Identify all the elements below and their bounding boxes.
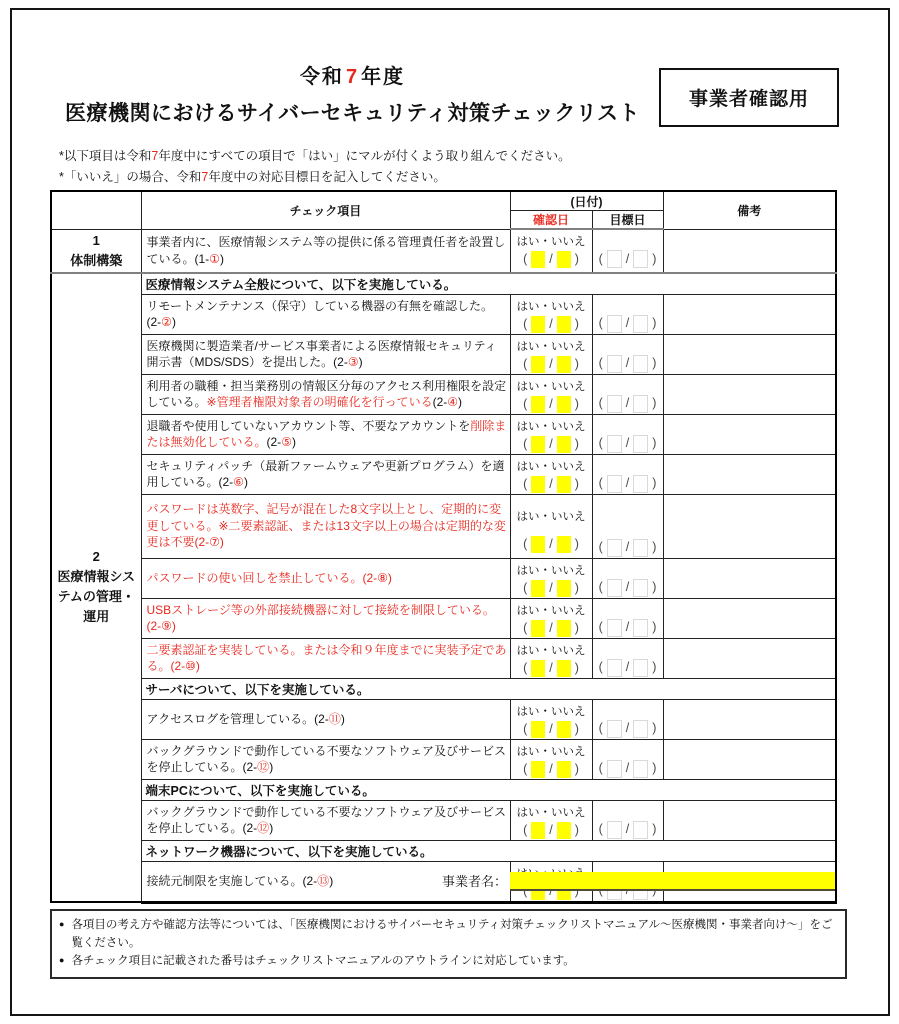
note-line-1: *以下項目は令和7年度中にすべての項目で「はい」にマルが付くよう取り組んでください。 [59,149,571,163]
slash: / [625,251,630,266]
target-day-field[interactable] [633,720,648,738]
yes-no-options[interactable]: はい・いいえ [516,420,586,433]
paren-open: ( [523,396,528,411]
confirm-day-field[interactable] [557,316,571,333]
yes-no-options[interactable]: はい・いいえ [516,510,586,523]
slash: / [625,822,630,837]
page-title: 医療機関におけるサイバーセキュリティ対策チェックリスト [64,102,641,125]
target-month-field[interactable] [607,395,622,413]
paren-close: ) [574,436,579,451]
remarks-cell[interactable] [663,414,836,454]
paren-open: ( [523,620,528,635]
target-month-field[interactable] [607,539,622,557]
footnote-box [50,909,847,979]
paren-close: ) [574,580,579,595]
remarks-header: 備考 [663,191,836,229]
confirm-month-field[interactable] [531,580,545,597]
slash: / [549,721,553,736]
yes-no-options[interactable]: はい・いいえ [516,236,586,248]
target-month-field[interactable] [607,475,622,493]
target-date-header: 目標日 [592,211,663,230]
yes-no-options[interactable]: はい・いいえ [516,604,586,617]
remarks-cell[interactable] [663,739,836,779]
check-item-text: 事業者内に、医療情報システム等の提供に係る管理責任者を設置している。(1-①) [141,229,510,273]
confirm-month-field[interactable] [531,721,545,738]
slash: / [625,620,630,635]
slash: / [549,580,553,595]
target-day-field[interactable] [633,315,648,333]
paren-open: ( [598,356,603,371]
target-date-cell[interactable] [592,414,663,454]
slash: / [625,660,630,675]
slash: / [625,580,630,595]
paren-close: ) [574,721,579,736]
confirm-day-field[interactable] [557,356,571,373]
check-item-text: 利用者の職種・担当業務別の情報区分毎のアクセス利用権限を設定している。※管理者権限対象者の明確化を行っている(2-④) [141,374,510,414]
target-date-cell[interactable] [592,638,663,678]
target-date-cell[interactable] [592,739,663,779]
paren-open: ( [523,822,528,837]
target-day-field[interactable] [633,539,648,557]
target-date-cell[interactable] [592,454,663,494]
target-day-field[interactable] [633,821,648,839]
paren-close: ) [652,660,657,675]
target-day-field[interactable] [633,355,648,373]
slash: / [549,316,553,331]
slash: / [625,476,630,491]
slash: / [625,761,630,776]
check-item-text: 二要素認証を実装している。または令和９年度までに実装予定である。(2-⑩) [141,638,510,678]
yes-no-options[interactable]: はい・いいえ [516,380,586,393]
target-date-cell[interactable] [592,294,663,334]
confirm-date-cell[interactable] [510,638,592,678]
target-date-cell[interactable] [592,699,663,739]
remarks-cell[interactable] [663,334,836,374]
yes-no-options[interactable]: はい・いいえ [516,705,586,718]
remarks-cell[interactable] [663,494,836,558]
confirm-day-field[interactable] [557,580,571,597]
confirm-day-field[interactable] [557,476,571,493]
target-day-field[interactable] [633,250,648,268]
title-block [45,60,660,127]
section-header: ネットワーク機器について、以下を実施している。 [141,840,836,861]
target-day-field[interactable] [633,475,648,493]
slash: / [549,660,553,675]
check-item-text: バックグラウンドで動作している不要なソフトウェア及びサービスを停止している。(2-⑫) [141,800,510,840]
confirm-date-cell[interactable] [510,454,592,494]
paren-close: ) [574,761,579,776]
group-2-label: 2 医療情報システムの管理・運用 [51,273,141,903]
paren-open: ( [598,540,603,555]
paren-open: ( [598,761,603,776]
target-month-field[interactable] [607,579,622,597]
yes-no-options[interactable]: はい・いいえ [516,644,586,657]
paren-open: ( [523,252,528,267]
paren-open: ( [523,580,528,595]
remarks-cell[interactable] [663,294,836,334]
paren-open: ( [598,620,603,635]
target-day-field[interactable] [633,435,648,453]
paren-close: ) [652,356,657,371]
paren-close: ) [574,476,579,491]
yes-no-options[interactable]: はい・いいえ [516,300,586,313]
remarks-cell[interactable] [663,229,836,273]
check-item-text: リモートメンテナンス（保守）している機器の有無を確認した。(2-②) [141,294,510,334]
yes-no-options[interactable]: はい・いいえ [516,460,586,473]
check-item-text: バックグラウンドで動作している不要なソフトウェア及びサービスを停止している。(2-⑫) [141,739,510,779]
target-day-field[interactable] [633,395,648,413]
slash: / [549,761,553,776]
confirm-month-field[interactable] [531,660,545,677]
checklist-table [50,190,837,904]
confirm-date-cell[interactable] [510,494,592,558]
paren-close: ) [652,822,657,837]
paren-close: ) [652,396,657,411]
confirm-month-field[interactable] [531,822,545,839]
paren-open: ( [523,436,528,451]
section-header: サーバについて、以下を実施している。 [141,678,836,699]
confirm-day-field[interactable] [557,620,571,637]
confirm-day-field[interactable] [557,396,571,413]
confirm-date-cell[interactable] [510,558,592,598]
confirm-date-cell[interactable] [510,294,592,334]
paren-close: ) [652,580,657,595]
confirm-date-header: 確認日 [510,211,592,230]
check-item-text: セキュリティパッチ（最新ファームウェアや更新プログラム）を適用している。(2-⑥) [141,454,510,494]
category-header-cell [51,191,141,229]
slash: / [549,822,553,837]
confirm-month-field[interactable] [531,436,545,453]
slash: / [625,356,630,371]
target-day-field[interactable] [633,579,648,597]
paren-close: ) [652,316,657,331]
slash: / [549,536,553,551]
paren-close: ) [574,316,579,331]
target-month-field[interactable] [607,250,622,268]
date-header: (日付) [510,191,663,211]
paren-open: ( [523,721,528,736]
confirmation-use-box: 事業者確認用 [659,68,839,127]
paren-close: ) [652,620,657,635]
note-line-2: *「いいえ」の場合、令和7年度中の対応目標日を記入してください。 [59,170,446,184]
paren-open: ( [523,316,528,331]
checklist-table-wrap [50,190,837,904]
paren-open: ( [598,396,603,411]
confirm-date-cell[interactable] [510,229,592,273]
paren-close: ) [652,436,657,451]
paren-open: ( [523,536,528,551]
paren-close: ) [574,660,579,675]
confirm-day-field[interactable] [557,761,571,778]
paren-close: ) [652,540,657,555]
paren-close: ) [574,822,579,837]
remarks-cell[interactable] [663,800,836,840]
paren-close: ) [652,251,657,266]
bullet-icon: ● [59,955,65,965]
check-item-text: 接続元制限を実施している。(2-⑬) [141,861,510,902]
slash: / [549,620,553,635]
slash: / [549,436,553,451]
confirm-month-field[interactable] [531,396,545,413]
title-year: 令和 7 年度 [299,66,406,88]
paren-open: ( [598,436,603,451]
target-date-cell[interactable] [592,598,663,638]
confirm-month-field[interactable] [531,761,545,778]
paren-open: ( [523,660,528,675]
remarks-cell[interactable] [663,374,836,414]
confirm-date-cell[interactable] [510,800,592,840]
paren-open: ( [598,721,603,736]
yes-no-options[interactable]: はい・いいえ [516,745,586,758]
target-date-cell[interactable] [592,374,663,414]
slash: / [549,252,553,267]
confirm-date-cell[interactable] [510,414,592,454]
check-item-text: パスワードの使い回しを禁止している。(2-⑧) [141,558,510,598]
confirm-day-field[interactable] [557,660,571,677]
remarks-cell[interactable] [663,454,836,494]
paren-open: ( [598,660,603,675]
remarks-cell[interactable] [663,598,836,638]
confirm-date-cell[interactable] [510,699,592,739]
business-name-field[interactable] [510,872,835,891]
target-day-field[interactable] [633,760,648,778]
check-item-text: パスワードは英数字、記号が混在した8文字以上とし、定期的に変更している。※二要素認証、または13文字以上の場合は定期的な変更は不要(2-⑦) [141,494,510,558]
paren-close: ) [652,476,657,491]
yes-no-options[interactable]: はい・いいえ [516,806,586,819]
footnote-line-2: ● 各チェック項目に記載された番号はチェックリストマニュアルのアウトラインに対応しています。 [59,952,838,970]
confirm-month-field[interactable] [531,356,545,373]
confirm-date-cell[interactable] [510,334,592,374]
confirm-month-field[interactable] [531,316,545,333]
paren-open: ( [598,580,603,595]
yes-no-options[interactable]: はい・いいえ [516,340,586,353]
check-item-text: 医療機関に製造業者/サービス事業者による医療情報セキュリティ開示書（MDS/SDS）を提出した。(2-③) [141,334,510,374]
paren-open: ( [523,476,528,491]
target-month-field[interactable] [607,720,622,738]
confirm-month-field[interactable] [531,476,545,493]
confirm-day-field[interactable] [557,822,571,839]
group-1-label: 1 体制構築 [51,229,141,273]
target-month-field[interactable] [607,821,622,839]
paren-open: ( [598,476,603,491]
check-item-text: アクセスログを管理している。(2-⑪) [141,699,510,739]
check-item-text: 退職者や使用していないアカウント等、不要なアカウントを削除または無効化している。(2-⑤) [141,414,510,454]
section-header: 医療情報システム全般について、以下を実施している。 [141,273,836,295]
paren-open: ( [523,761,528,776]
target-day-field[interactable] [633,659,648,677]
title-year-number: 7 [345,66,360,88]
paren-close: ) [574,356,579,371]
paren-close: ) [574,396,579,411]
confirm-date-cell[interactable] [510,374,592,414]
confirm-day-field[interactable] [557,436,571,453]
remarks-cell[interactable] [663,638,836,678]
remarks-cell[interactable] [663,699,836,739]
paren-close: ) [574,620,579,635]
target-month-field[interactable] [607,760,622,778]
paren-open: ( [598,316,603,331]
confirm-month-field[interactable] [531,620,545,637]
business-name-label: 事業者名： [441,874,507,889]
confirm-day-field[interactable] [557,251,571,268]
target-month-field[interactable] [607,659,622,677]
target-day-field[interactable] [633,619,648,637]
target-date-cell[interactable] [592,494,663,558]
paren-close: ) [652,761,657,776]
slash: / [549,396,553,411]
paren-open: ( [598,822,603,837]
slash: / [625,540,630,555]
remarks-cell[interactable] [663,558,836,598]
section-header: 端末PCについて、以下を実施している。 [141,779,836,800]
paren-close: ) [652,721,657,736]
slash: / [549,356,553,371]
paren-close: ) [574,252,579,267]
confirm-day-field[interactable] [557,721,571,738]
footnote-line-1: ● 各項目の考え方や確認方法等については、「医療機関におけるサイバーセキュリティ対策チェックリストマニュアル～医療機関・事業者向け～」をご覧ください。 [59,916,838,952]
slash: / [625,316,630,331]
slash: / [625,436,630,451]
business-name-row [50,871,835,891]
target-month-field[interactable] [607,435,622,453]
slash: / [549,476,553,491]
check-item-text: USBストレージ等の外部接続機器に対して接続を制限している。 (2-⑨) [141,598,510,638]
target-date-cell[interactable] [592,800,663,840]
confirm-month-field[interactable] [531,251,545,268]
check-item-header: チェック項目 [141,191,510,229]
yes-no-options[interactable]: はい・いいえ [516,564,586,577]
confirm-month-field[interactable] [531,536,545,553]
target-date-cell[interactable] [592,558,663,598]
slash: / [625,396,630,411]
paren-open: ( [598,251,603,266]
target-month-field[interactable] [607,355,622,373]
confirm-date-cell[interactable] [510,739,592,779]
target-date-cell[interactable] [592,334,663,374]
target-month-field[interactable] [607,619,622,637]
confirm-day-field[interactable] [557,536,571,553]
bullet-icon: ● [59,919,65,929]
instruction-notes [59,146,571,188]
confirm-date-cell[interactable] [510,598,592,638]
paren-open: ( [523,356,528,371]
paren-close: ) [574,536,579,551]
slash: / [625,721,630,736]
target-date-cell[interactable] [592,229,663,273]
target-month-field[interactable] [607,315,622,333]
